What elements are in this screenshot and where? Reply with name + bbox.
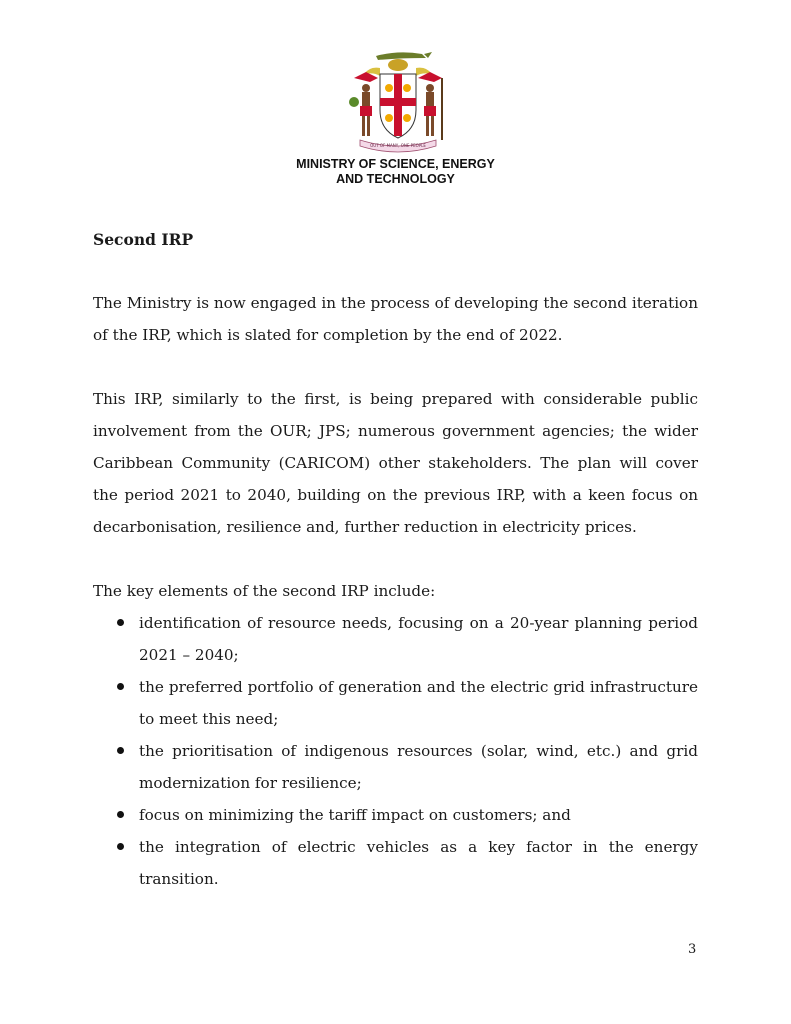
list-item (93, 799, 698, 831)
list-item (93, 735, 698, 799)
page-number: 3 (688, 942, 697, 957)
paragraph-intro: The Ministry is now engaged in the process of developing the second iteration of the IRP, which is slated for completion by the end of 2022. (93, 294, 698, 344)
ministry-name-line2: AND TECHNOLOGY (336, 172, 455, 186)
list-item (93, 607, 698, 671)
coat-of-arms-logo (340, 48, 456, 156)
paragraph-involvement: This IRP, similarly to the first, is being prepared with considerable public involvement from the OUR; JPS; numerous government agencies; the wider Caribbean Community (CARICOM) other stakeholders. The plan will cover the period 2021 to 2040, building on the previous IRP, with a keen focus on decarbonisation, resilience and, further reduction in electricity prices. (93, 390, 698, 536)
bullet-icon (117, 683, 124, 690)
section-heading: Second IRP (93, 230, 194, 249)
bullet-icon (117, 747, 124, 754)
bullet-icon (117, 811, 124, 818)
bullet-icon (117, 619, 124, 626)
list-item-text: the integration of electric vehicles as a key factor in the energy transition. (139, 838, 698, 888)
ministry-name-line1: MINISTRY OF SCIENCE, ENERGY (296, 157, 495, 171)
list-item (93, 831, 698, 895)
paragraph-key-elements: The key elements of the second IRP include: (93, 582, 436, 600)
bullet-icon (117, 843, 124, 850)
list-item (93, 671, 698, 735)
list-item-text: identification of resource needs, focusing on a 20-year planning period 2021 – 2040; (139, 614, 698, 664)
list-item-text: the preferred portfolio of generation and the electric grid infrastructure to meet this need; (139, 678, 698, 728)
list-item-text: focus on minimizing the tariff impact on customers; and (139, 806, 571, 824)
svg-text:OUT OF MANY, ONE PEOPLE: OUT OF MANY, ONE PEOPLE (370, 143, 426, 148)
list-item-text: the prioritisation of indigenous resources (solar, wind, etc.) and grid modernization for resilience; (139, 742, 698, 792)
key-elements-list (93, 607, 698, 895)
